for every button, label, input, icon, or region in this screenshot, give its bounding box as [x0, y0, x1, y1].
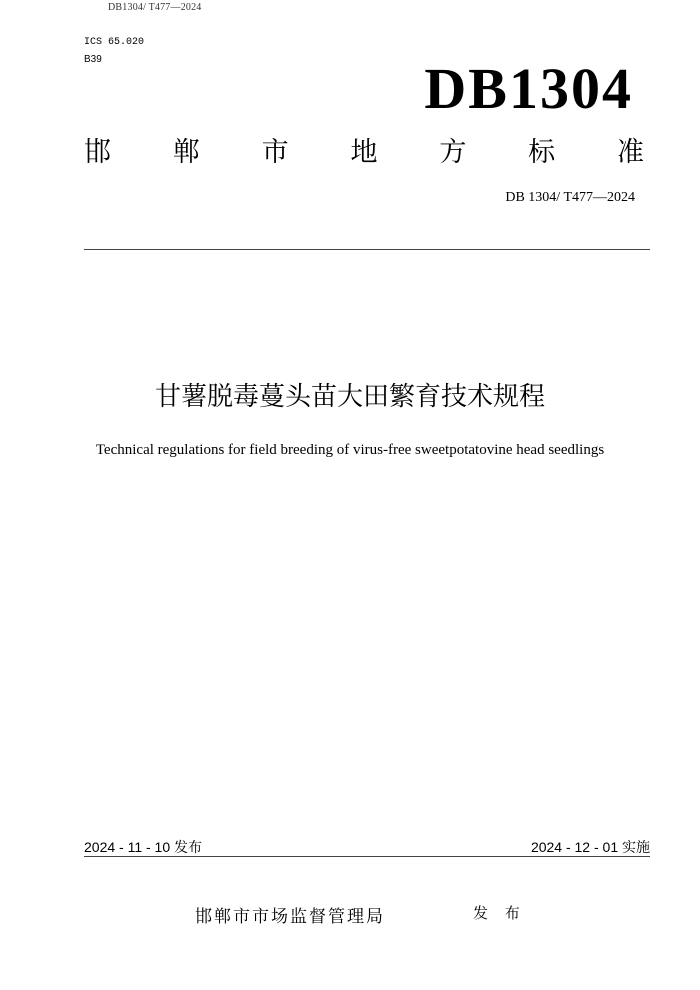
- standard-type-char: 方: [439, 137, 467, 168]
- implementation-date: 2024 - 12 - 01 实施: [530, 839, 650, 855]
- standard-type-char: 地: [350, 137, 378, 168]
- running-header-code: DB1304/ T477—2024: [108, 2, 202, 13]
- standard-type-char: 标: [528, 137, 556, 168]
- ics-code: ICS 65.020: [84, 37, 145, 48]
- standard-type-title: [84, 136, 644, 170]
- top-divider: [84, 249, 650, 250]
- category-code: B39: [84, 54, 102, 65]
- standard-type-char: 准: [616, 137, 644, 168]
- issuing-authority: 邯郸市市场监督管理局: [195, 907, 385, 927]
- standard-type-char: 邯: [84, 137, 111, 168]
- issue-date: 2024 - 11 - 10 发布: [84, 839, 203, 855]
- title-english: Technical regulations for field breeding of virus-free sweetpotatovine head seedlings: [95, 442, 605, 458]
- db-logo: DB1304: [424, 56, 633, 121]
- standard-type-char: 郸: [172, 137, 200, 168]
- bottom-divider: [84, 856, 650, 857]
- title-chinese: 甘薯脱毒蔓头苗大田繁育技术规程: [154, 382, 545, 412]
- issue-action: 发 布: [473, 904, 526, 922]
- standard-number: DB 1304/ T477—2024: [505, 190, 635, 205]
- standard-type-char: 市: [261, 137, 289, 168]
